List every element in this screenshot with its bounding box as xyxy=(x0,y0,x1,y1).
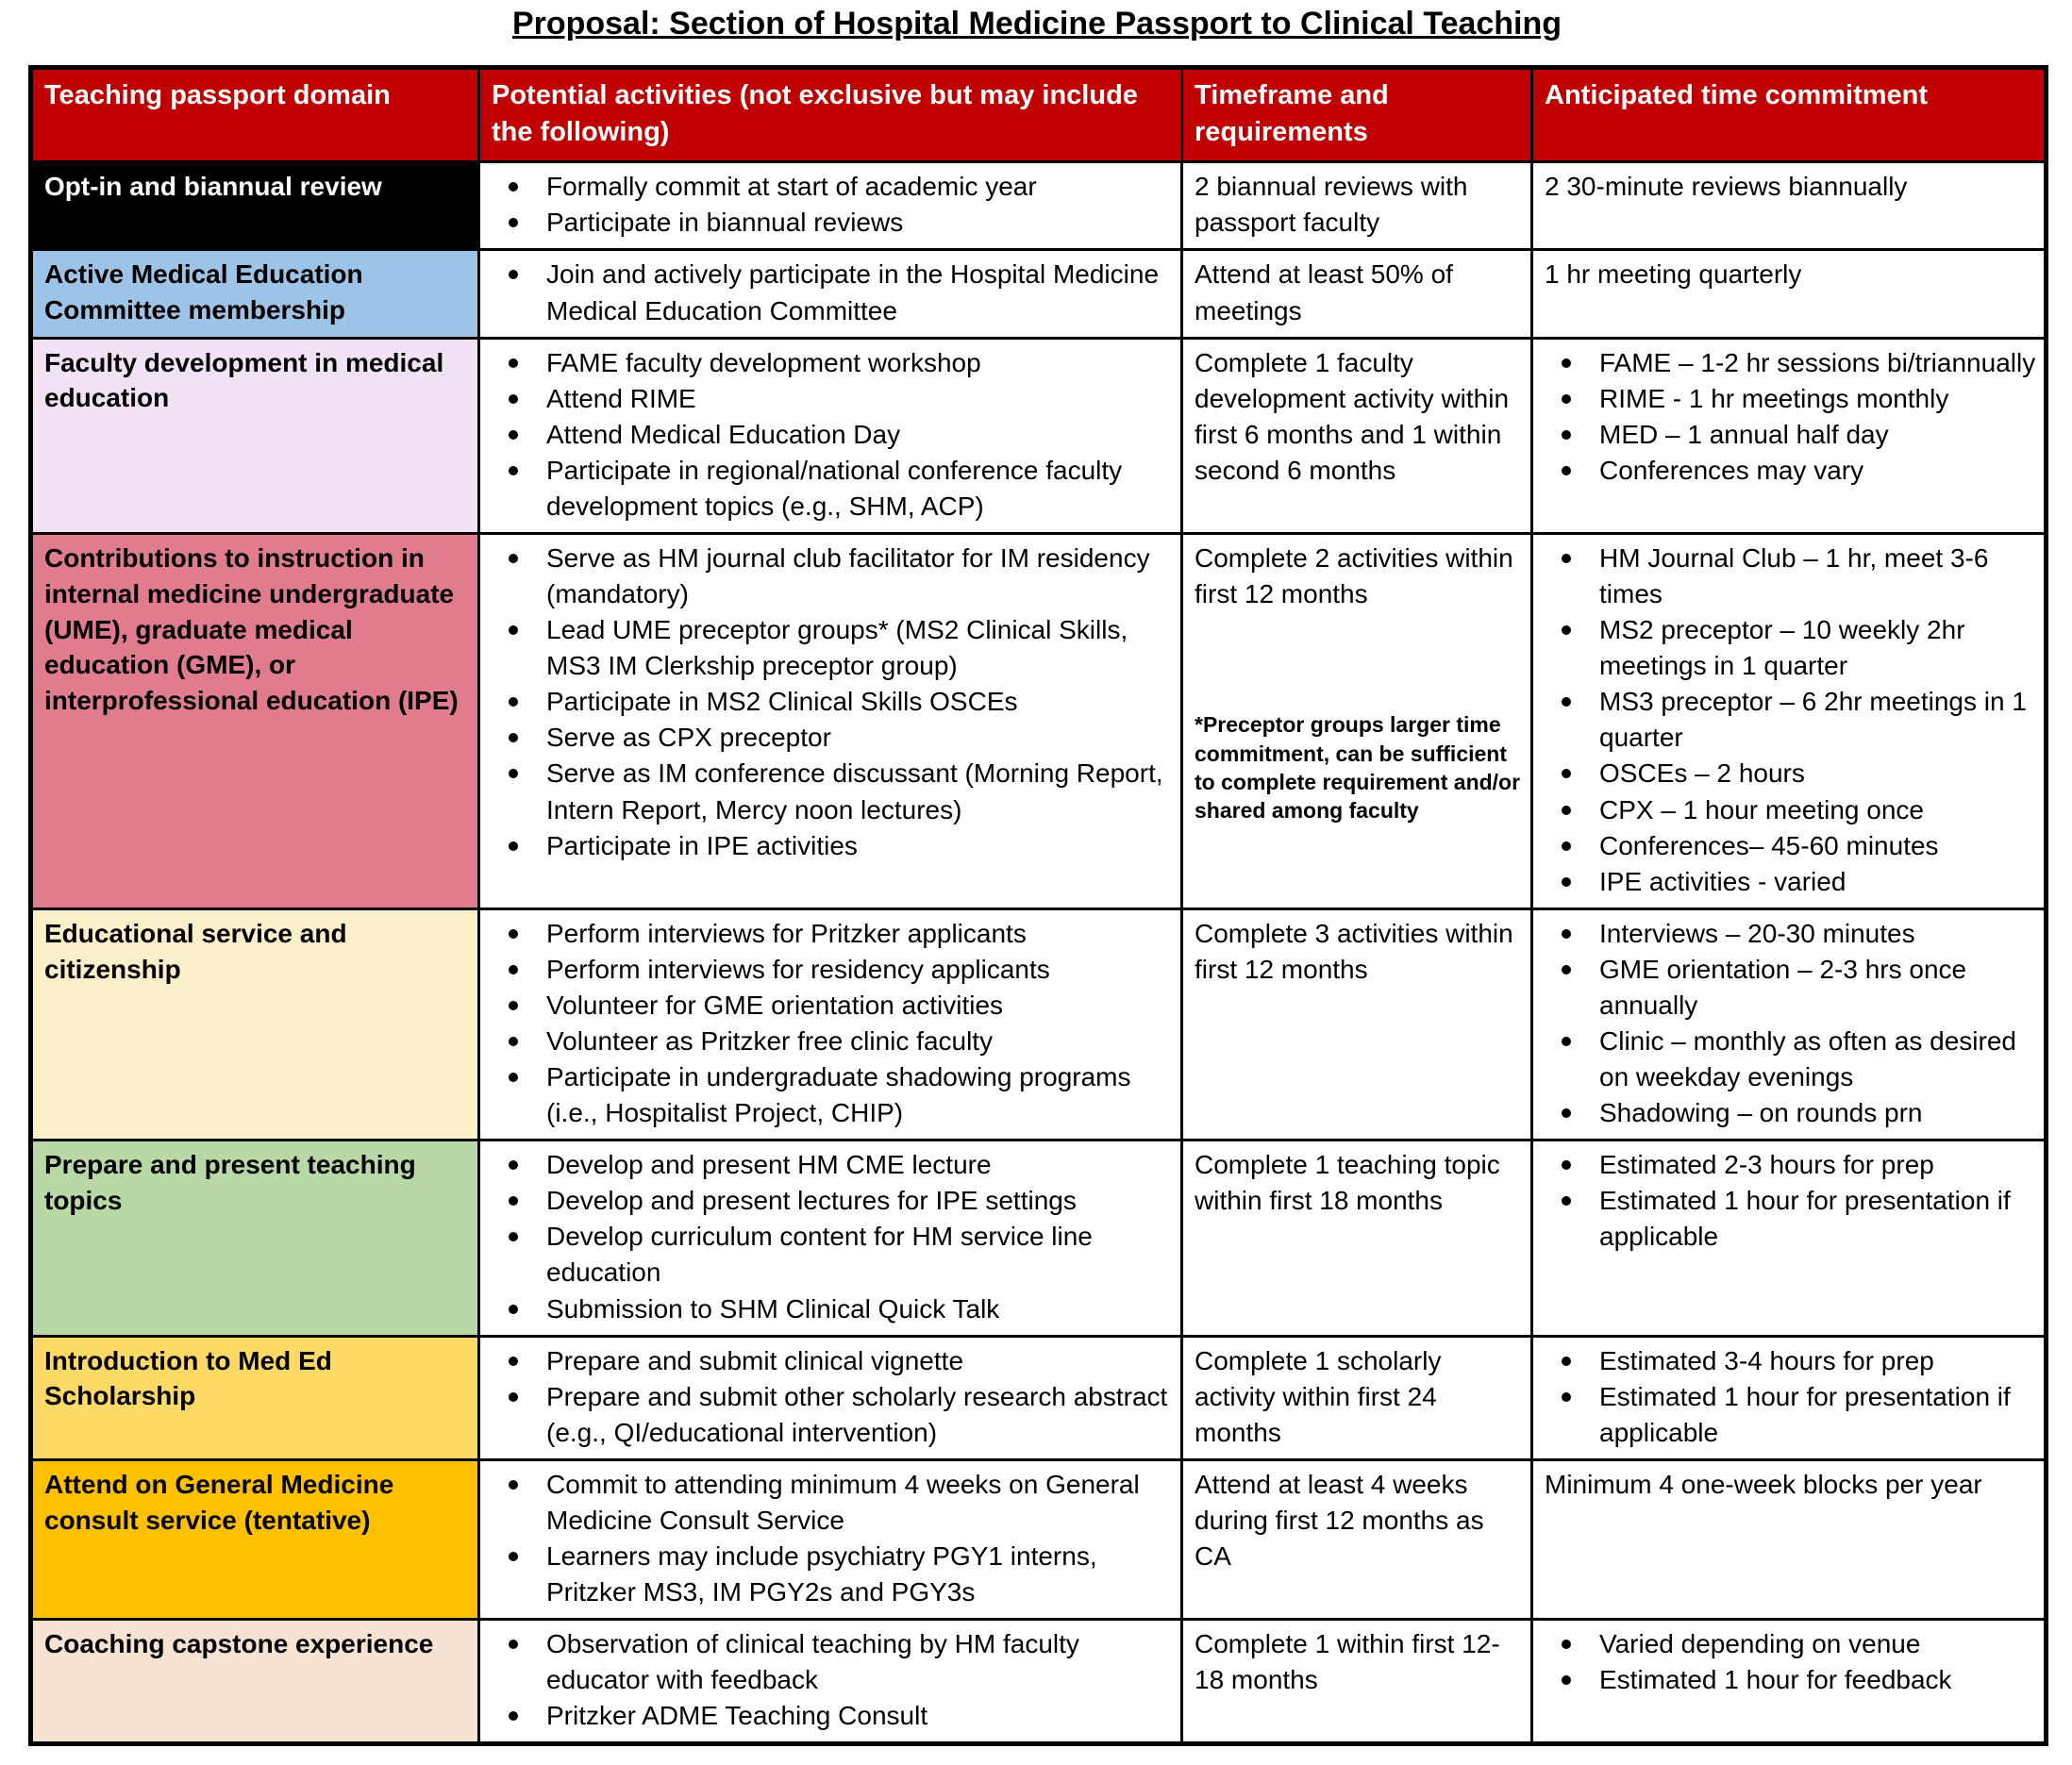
domain-cell xyxy=(31,1620,479,1744)
activity-item: Prepare and submit clinical vignette xyxy=(488,1343,1173,1379)
activities-list xyxy=(488,169,1173,241)
table-row xyxy=(31,338,2047,533)
table-row xyxy=(31,250,2047,338)
activity-item: Develop and present HM CME lecture xyxy=(488,1147,1173,1183)
commitment-cell xyxy=(1532,338,2047,533)
timeframe-cell xyxy=(1182,162,1532,250)
commitment-item: IPE activities - varied xyxy=(1541,864,2036,900)
commitment-item: RIME - 1 hr meetings monthly xyxy=(1541,381,2036,417)
commitment-item: MED – 1 annual half day xyxy=(1541,417,2036,453)
activity-item: Participate in biannual reviews xyxy=(488,205,1173,241)
commitment-cell xyxy=(1532,162,2047,250)
activity-item: Observation of clinical teaching by HM faculty educator with feedback xyxy=(488,1626,1173,1698)
commitment-item: GME orientation – 2-3 hrs once annually xyxy=(1541,952,2036,1024)
commitment-list xyxy=(1541,541,2036,900)
header-commitment: Anticipated time commitment xyxy=(1532,68,2047,162)
commitment-item: MS2 preceptor – 10 weekly 2hr meetings in 1 quarter xyxy=(1541,612,2036,684)
timeframe-cell xyxy=(1182,250,1532,338)
activities-list xyxy=(488,541,1173,864)
domain-cell xyxy=(31,1459,479,1619)
header-domain: Teaching passport domain xyxy=(31,68,479,162)
activities-list xyxy=(488,1147,1173,1326)
activity-item: Commit to attending minimum 4 weeks on General Medicine Consult Service xyxy=(488,1467,1173,1539)
commitment-item: Varied depending on venue xyxy=(1541,1626,2036,1662)
commitment-text: Minimum 4 one-week blocks per year xyxy=(1545,1469,1982,1499)
commitment-list xyxy=(1541,916,2036,1131)
activities-cell xyxy=(479,533,1182,908)
domain-label: Contributions to instruction in internal medicine undergraduate (UME), graduate medical education (GME), or interprofessional education (IPE) xyxy=(44,542,459,716)
timeframe-cell xyxy=(1182,1459,1532,1619)
activities-cell xyxy=(479,250,1182,338)
activities-list xyxy=(488,345,1173,525)
commitment-list xyxy=(1541,345,2036,489)
table-row xyxy=(31,1620,2047,1744)
commitment-item: Interviews – 20-30 minutes xyxy=(1541,916,2036,952)
commitment-cell xyxy=(1532,250,2047,338)
commitment-text: 1 hr meeting quarterly xyxy=(1545,259,1802,290)
header-timeframe: Timeframe and requirements xyxy=(1182,68,1532,162)
commitment-list xyxy=(1541,1343,2036,1451)
timeframe-text: Complete 1 faculty development activity within first 6 months and 1 within second 6 months xyxy=(1195,347,1510,485)
header-activities: Potential activities (not exclusive but may include the following) xyxy=(479,68,1182,162)
domain-label: Opt-in and biannual review xyxy=(44,172,382,202)
domain-cell xyxy=(31,250,479,338)
domain-cell xyxy=(31,1141,479,1336)
activities-cell xyxy=(479,1459,1182,1619)
domain-cell xyxy=(31,533,479,908)
activities-list xyxy=(488,257,1173,328)
commitment-item: CPX – 1 hour meeting once xyxy=(1541,792,2036,828)
domain-cell xyxy=(31,162,479,250)
activities-list xyxy=(488,1343,1173,1451)
table-row xyxy=(31,162,2047,250)
timeframe-text: 2 biannual reviews with passport faculty xyxy=(1195,172,1468,238)
activity-item: Participate in undergraduate shadowing programs (i.e., Hospitalist Project, CHIP) xyxy=(488,1059,1173,1131)
timeframe-note: *Preceptor groups larger time commitment, can be sufficient to complete requirement and/or shared among faculty xyxy=(1195,712,1521,824)
commitment-item: Conferences– 45-60 minutes xyxy=(1541,828,2036,864)
activities-list xyxy=(488,1626,1173,1734)
commitment-list xyxy=(1541,1147,2036,1255)
table-row xyxy=(31,1336,2047,1459)
domain-cell xyxy=(31,908,479,1140)
commitment-text: 2 30-minute reviews biannually xyxy=(1545,172,1908,202)
commitment-item: Estimated 1 hour for presentation if applicable xyxy=(1541,1183,2036,1255)
activity-item: Volunteer as Pritzker free clinic faculty xyxy=(488,1024,1173,1059)
timeframe-text: Complete 2 activities within first 12 months xyxy=(1195,542,1513,609)
commitment-item: Conferences may vary xyxy=(1541,453,2036,489)
activities-cell xyxy=(479,908,1182,1140)
table-row xyxy=(31,1459,2047,1619)
activity-item: Serve as IM conference discussant (Morning Report, Intern Report, Mercy noon lectures) xyxy=(488,756,1173,827)
commitment-item: HM Journal Club – 1 hr, meet 3-6 times xyxy=(1541,541,2036,612)
activities-cell xyxy=(479,338,1182,533)
commitment-item: OSCEs – 2 hours xyxy=(1541,756,2036,791)
activity-item: Perform interviews for Pritzker applicants xyxy=(488,916,1173,952)
domain-cell xyxy=(31,338,479,533)
header-row xyxy=(31,68,2047,162)
domain-label: Faculty development in medical education xyxy=(44,347,444,413)
activity-item: Learners may include psychiatry PGY1 interns, Pritzker MS3, IM PGY2s and PGY3s xyxy=(488,1539,1173,1610)
activity-item: Join and actively participate in the Hospital Medicine Medical Education Committee xyxy=(488,257,1173,328)
commitment-cell xyxy=(1532,1620,2047,1744)
timeframe-cell xyxy=(1182,908,1532,1140)
activity-item: Lead UME preceptor groups* (MS2 Clinical Skills, MS3 IM Clerkship preceptor group) xyxy=(488,612,1173,684)
activity-item: Develop curriculum content for HM service line education xyxy=(488,1219,1173,1290)
table-row xyxy=(31,908,2047,1140)
commitment-item: Estimated 1 hour for feedback xyxy=(1541,1662,2036,1698)
timeframe-text: Attend at least 50% of meetings xyxy=(1195,259,1453,325)
page-title: Proposal: Section of Hospital Medicine Passport to Clinical Teaching xyxy=(511,6,1562,42)
activity-item: Serve as HM journal club facilitator for IM residency (mandatory) xyxy=(488,541,1173,612)
commitment-item: Estimated 2-3 hours for prep xyxy=(1541,1147,2036,1183)
table-header xyxy=(31,68,2047,162)
commitment-list xyxy=(1541,1626,2036,1698)
activity-item: Formally commit at start of academic year xyxy=(488,169,1173,205)
domain-label: Introduction to Med Ed Scholarship xyxy=(44,1345,332,1411)
timeframe-text: Attend at least 4 weeks during first 12 months as CA xyxy=(1195,1469,1484,1572)
activities-list xyxy=(488,1467,1173,1610)
timeframe-cell xyxy=(1182,1336,1532,1459)
commitment-item: Clinic – monthly as often as desired on weekday evenings xyxy=(1541,1024,2036,1095)
domain-label: Educational service and citizenship xyxy=(44,918,347,984)
activities-cell xyxy=(479,1141,1182,1336)
timeframe-text: Complete 1 within first 12-18 months xyxy=(1195,1629,1500,1695)
commitment-cell xyxy=(1532,1141,2047,1336)
timeframe-text: Complete 1 teaching topic within first 18 months xyxy=(1195,1150,1500,1216)
timeframe-text: Complete 1 scholarly activity within first 24 months xyxy=(1195,1345,1442,1447)
passport-table xyxy=(28,65,2048,1746)
commitment-item: Estimated 3-4 hours for prep xyxy=(1541,1343,2036,1379)
activity-item: Prepare and submit other scholarly research abstract (e.g., QI/educational intervention) xyxy=(488,1379,1173,1451)
activities-cell xyxy=(479,162,1182,250)
timeframe-cell xyxy=(1182,338,1532,533)
timeframe-cell xyxy=(1182,533,1532,908)
activities-cell xyxy=(479,1620,1182,1744)
activity-item: Attend RIME xyxy=(488,381,1173,417)
activity-item: Pritzker ADME Teaching Consult xyxy=(488,1698,1173,1734)
timeframe-text: Complete 3 activities within first 12 months xyxy=(1195,918,1513,984)
activity-item: Participate in regional/national conference faculty development topics (e.g., SHM, ACP) xyxy=(488,453,1173,525)
commitment-cell xyxy=(1532,1459,2047,1619)
commitment-cell xyxy=(1532,533,2047,908)
activities-list xyxy=(488,916,1173,1131)
activity-item: Volunteer for GME orientation activities xyxy=(488,988,1173,1024)
activity-item: Attend Medical Education Day xyxy=(488,417,1173,453)
commitment-cell xyxy=(1532,908,2047,1140)
commitment-item: MS3 preceptor – 6 2hr meetings in 1 quarter xyxy=(1541,684,2036,756)
domain-label: Prepare and present teaching topics xyxy=(44,1150,416,1216)
commitment-item: Shadowing – on rounds prn xyxy=(1541,1095,2036,1131)
domain-label: Active Medical Education Committee membership xyxy=(44,259,363,325)
activity-item: Participate in IPE activities xyxy=(488,828,1173,864)
activity-item: Serve as CPX preceptor xyxy=(488,720,1173,756)
timeframe-cell xyxy=(1182,1141,1532,1336)
activity-item: FAME faculty development workshop xyxy=(488,345,1173,381)
domain-label: Coaching capstone experience xyxy=(44,1629,434,1659)
table-body xyxy=(31,162,2047,1744)
table-row xyxy=(31,533,2047,908)
commitment-item: FAME – 1-2 hr sessions bi/triannually xyxy=(1541,345,2036,381)
domain-cell xyxy=(31,1336,479,1459)
activities-cell xyxy=(479,1336,1182,1459)
commitment-item: Estimated 1 hour for presentation if applicable xyxy=(1541,1379,2036,1451)
activity-item: Perform interviews for residency applicants xyxy=(488,952,1173,988)
activity-item: Submission to SHM Clinical Quick Talk xyxy=(488,1291,1173,1327)
domain-label: Attend on General Medicine consult service (tentative) xyxy=(44,1469,394,1535)
commitment-cell xyxy=(1532,1336,2047,1459)
timeframe-cell xyxy=(1182,1620,1532,1744)
table-row xyxy=(31,1141,2047,1336)
activity-item: Participate in MS2 Clinical Skills OSCEs xyxy=(488,684,1173,720)
activity-item: Develop and present lectures for IPE settings xyxy=(488,1183,1173,1219)
